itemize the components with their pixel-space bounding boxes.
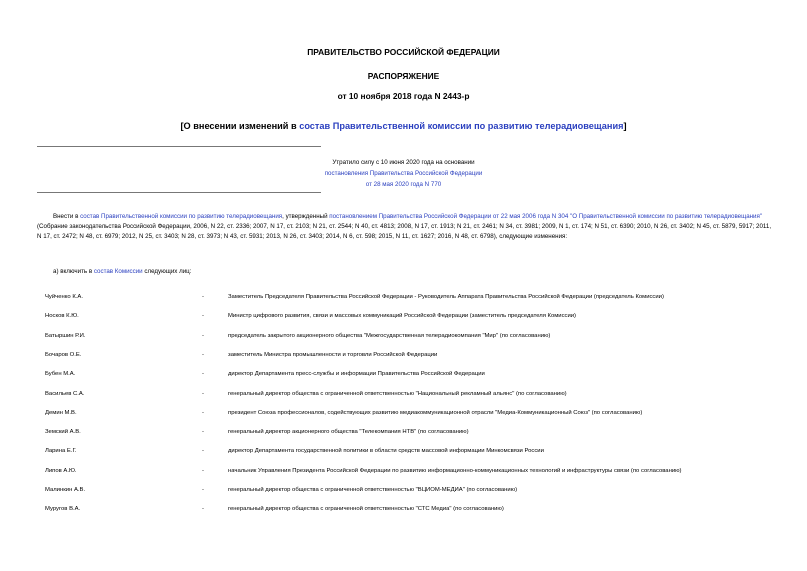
title-prefix: [О внесении изменений в [180,121,300,131]
member-row [0,371,807,383]
member-row [0,294,807,306]
member-name: Демин М.В. [45,409,77,416]
member-row [0,429,807,441]
member-name: Ларина Е.Г. [45,448,77,455]
member-name: Бочаров О.Е. [45,351,82,358]
member-row [0,410,807,422]
member-position: Министр цифрового развития, связи и массовых коммуникаций Российской Федерации (заместитель председателя Комиссии) [228,313,577,320]
member-dash: - [202,506,204,513]
paragraph-text: (Собрание законодательства Российской Федерации, 2006, N 22, ст. 2336; 2007, N 17, ст. 2103; N 21, ст. 2544; N 40, ст. 4813; 2008, N 17, ст. 1913; N 21, ст. 2461; N 34, ст. 3981; 2009, N 1, ст. 174; N 51, ст. 6390; 2010, N 26, ст. 3402; N 45, ст. 5879, 5917; 2011, N 17, ст. 2472; N 48, ст. 6979; 2012, N 25, ст. 3403; N 28, ст. 3973; N 43, ст. 5931; 2013, N 26, ст. 3403; 2014, N 6, ст. 598; 2015, N 11, ст. 1627; 2016, N 48, ст. 6798), следующие изменения: [37,222,772,240]
member-row [0,506,807,518]
member-name: Липов А.Ю. [45,467,77,474]
member-dash: - [202,371,204,378]
member-row [0,487,807,499]
member-name: Малинкин А.В. [45,487,86,493]
member-dash: - [202,294,204,300]
member-row [0,333,807,345]
decree-304-link[interactable]: постановлением Правительства Российской Федерации от 22 мая 2006 года N 304 "О Правительственной комиссии по развитию телерадиовещания" [329,213,763,220]
member-position: директор Департамента пресс-службы и информации Правительства Российской Федерации [228,371,485,378]
title-suffix: ] [623,121,627,131]
member-dash: - [202,390,204,397]
document-type: РАСПОРЯЖЕНИЕ [367,71,440,81]
member-dash: - [202,429,204,436]
member-row [0,313,807,325]
paragraph-text: , утвержденный [282,213,330,220]
member-name: Муругов В.А. [45,506,81,513]
member-row [0,391,807,403]
member-name: Батыршин Р.И. [45,332,86,339]
divider-bottom [37,192,321,193]
member-name: Бубен М.А. [45,371,76,378]
member-position: генеральный директор акционерного общества "Телекомпания НТВ" (по согласованию) [228,429,469,436]
member-position: генеральный директор общества с ограниченной ответственностью "Национальный рекламный альянс" (по согласованию) [228,390,567,397]
member-dash: - [202,467,204,474]
title-link[interactable]: состав Правительственной комиссии по развитию телерадиовещания [299,121,624,131]
member-dash: - [202,448,204,455]
member-position: генеральный директор общества с ограниченной ответственностью "ВЦИОМ-МЕДИА" (по согласованию) [228,487,518,493]
subparagraph-a [53,268,191,275]
subparagraph-text: а) включить в [53,268,94,275]
member-position: начальник Управления Президента Российской Федерации по развитию информационно-коммуникационных технологий и инфраструктуры связи (по согласованию) [228,467,682,474]
member-position: Заместитель Председателя Правительства Российской Федерации - Руководитель Аппарата Правительства Российской Федерации (председатель Комиссии) [228,294,664,300]
member-name: Носков К.Ю. [45,313,79,320]
member-dash: - [202,313,204,320]
member-row [0,352,807,364]
divider-top [37,146,321,147]
paragraph-text: Внести в [53,213,81,220]
member-dash: - [202,487,204,493]
member-dash: - [202,351,204,358]
member-position: председатель закрытого акционерного общества "Межгосударственная телерадиокомпания "Мир" (по согласованию) [228,332,551,339]
member-row [0,448,807,460]
member-position: заместитель Министра промышленности и торговли Российской Федерации [228,351,438,358]
member-position: президент Союза профессионалов, содействующих развитию медиакоммуникационной отрасли "Медиа-Коммуникационный Союз" (по согласованию) [228,409,643,416]
repeal-decree-link[interactable]: постановления Правительства Российской Федерации [324,170,483,177]
member-dash: - [202,409,204,416]
member-position: генеральный директор общества с ограниченной ответственностью "СТС Медиа" (по согласованию) [228,506,504,513]
member-name: Васильев С.А. [45,390,85,397]
member-name: Земский А.В. [45,429,81,436]
main-paragraph [37,212,777,241]
commission-composition-link[interactable]: состав Правительственной комиссии по развитию телерадиовещания [80,213,283,220]
document-date-number: от 10 ноября 2018 года N 2443-р [337,91,470,101]
document-title [0,121,807,131]
member-dash: - [202,332,204,339]
commission-link[interactable]: состав Комиссии [93,268,143,275]
member-name: Чуйченко К.А. [45,294,83,300]
government-heading: ПРАВИТЕЛЬСТВО РОССИЙСКОЙ ФЕДЕРАЦИИ [307,47,500,57]
repeal-note-line: Утратило силу с 10 июня 2020 года на основании [332,159,475,166]
subparagraph-text: следующих лиц: [142,268,192,275]
repeal-decree-date-link[interactable]: от 28 мая 2020 года N 770 [365,181,442,188]
member-row [0,468,807,480]
member-position: директор Департамента государственной политики в области средств массовой информации Минкомсвязи России [228,448,544,455]
